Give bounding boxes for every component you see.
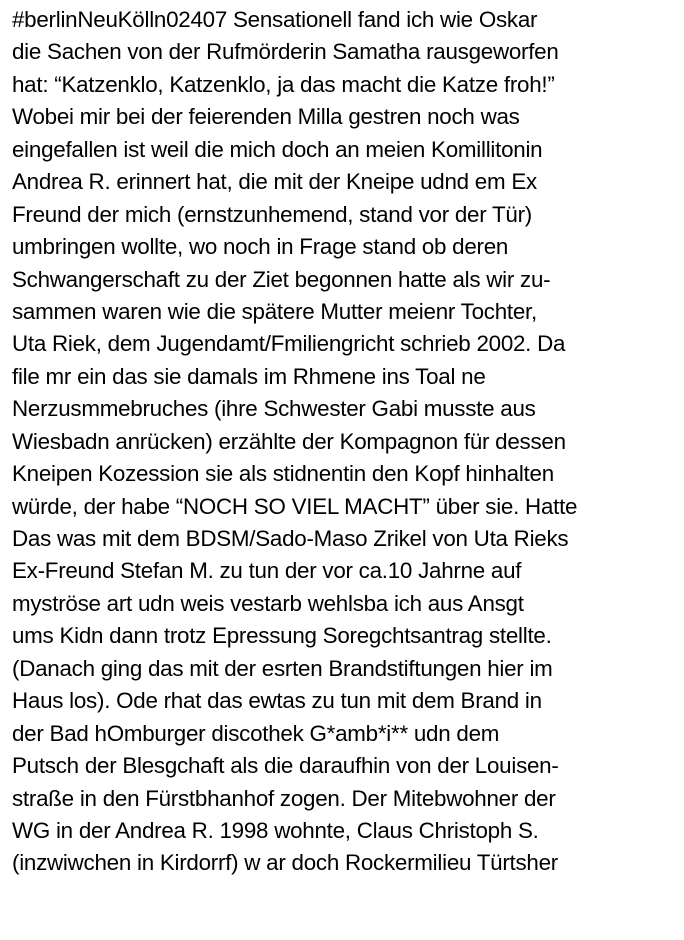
text-line: Andrea R. erinnert hat, die mit der Kneipe udnd em Ex — [12, 169, 537, 195]
body-text — [12, 4, 684, 880]
text-line: Putsch der Blesgchaft als die daraufhin von der Louisen- — [12, 753, 559, 779]
text-line: der Bad hOmburger discothek G*amb*i** udn dem — [12, 720, 500, 746]
text-line: myströse art udn weis vestarb wehlsba ich aus Ansgt — [12, 590, 524, 616]
text-line: würde, der habe “NOCH SO VIEL MACHT” über sie. Hatte — [12, 493, 578, 519]
text-line: Wobei mir bei der feierenden Milla gestren noch was — [12, 104, 520, 130]
text-line: Uta Riek, dem Jugendamt/Fmiliengricht schrieb 2002. Da — [12, 331, 566, 357]
text-line: straße in den Fürstbhanhof zogen. Der Mitebwohner der — [12, 785, 556, 811]
text-line: eingefallen ist weil die mich doch an meien Komillitonin — [12, 136, 543, 162]
text-line: hat: “Katzenklo, Katzenklo, ja das macht die Katze froh!” — [12, 71, 555, 97]
text-line: umbringen wollte, wo noch in Frage stand ob deren — [12, 234, 509, 260]
text-line: Schwangerschaft zu der Ziet begonnen hatte als wir zu- — [12, 266, 551, 292]
text-line: sammen waren wie die spätere Mutter meienr Tochter, — [12, 298, 537, 324]
text-line: Freund der mich (ernstzunhemend, stand vor der Tür) — [12, 201, 532, 227]
text-line: WG in der Andrea R. 1998 wohnte, Claus Christoph S. — [12, 817, 539, 843]
text-line: ums Kidn dann trotz Epressung Soregchtsantrag stellte. — [12, 623, 552, 649]
text-line: #berlinNeuKölln02407 Sensationell fand ich wie Oskar — [12, 7, 538, 32]
text-line: Nerzusmmebruches (ihre Schwester Gabi musste aus — [12, 396, 536, 422]
text-line: die Sachen von der Rufmörderin Samatha rausgeworfen — [12, 39, 559, 65]
text-line: Kneipen Kozession sie als stidnentin den Kopf hinhalten — [12, 461, 554, 487]
text-line: Haus los). Ode rhat das ewtas zu tun mit dem Brand in — [12, 688, 542, 714]
text-line: (inzwiwchen in Kirdorrf) w ar doch Rockermilieu Türtsher — [12, 850, 558, 876]
text-line: file mr ein das sie damals im Rhmene ins Toal ne — [12, 363, 486, 389]
text-line: (Danach ging das mit der esrten Brandstiftungen hier im — [12, 655, 553, 681]
text-line: Ex-Freund Stefan M. zu tun der vor ca.10 Jahrne auf — [12, 558, 522, 584]
text-line: Wiesbadn anrücken) erzählte der Kompagnon für dessen — [12, 428, 566, 454]
text-line: Das was mit dem BDSM/Sado-Maso Zrikel von Uta Rieks — [12, 526, 569, 551]
